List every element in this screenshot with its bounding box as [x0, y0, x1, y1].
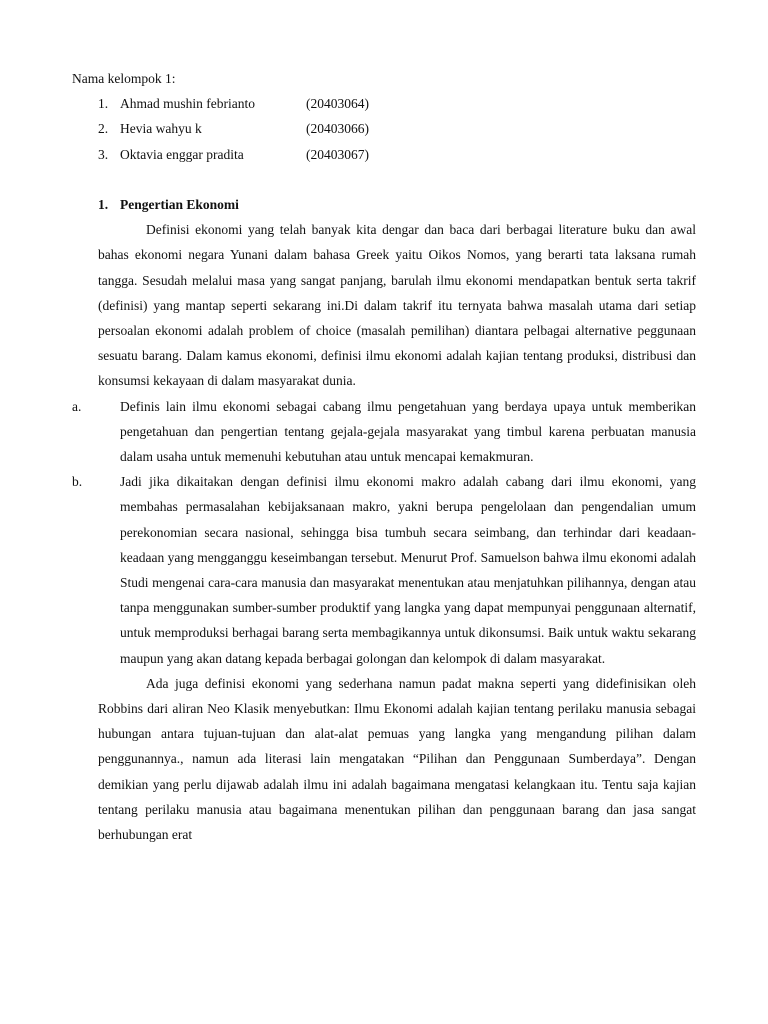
member-name: Oktavia enggar pradita: [120, 146, 244, 162]
paragraph-definition: Definisi ekonomi yang telah banyak kita dengar dan baca dari berbagai literature buku dan awal bahas ekonomi negara Yunani dalam bahasa Greek yaitu Oikos Nomos, yang berarti tata laksana rumah tangga. Sesudah melalui masa yang sangat panjang, barulah ilmu ekonomi mendapatkan bentuk serta takrif (definisi) yang mantap seperti sekarang ini.Di dalam takrif itu ternyata bahwa masalah utama dari setiap persoalan ekonomi adalah problem of choice (masalah pemilihan) diantara pelbagai alternative peggunaan sesuatu barang. Dalam kamus ekonomi, definisi ilmu ekonomi adalah kajian tentang produksi, distribusi dan konsumsi kekayaan di dalam masyarakat dunia.: [98, 222, 696, 389]
paragraph-robbins: Ada juga definisi ekonomi yang sederhana namun padat makna seperti yang didefinisikan oleh Robbins dari aliran Neo Klasik menyebutkan: Ilmu Ekonomi adalah kajian tentang perilaku manusia sebagai hubungan antara tujuan-tujuan dan alat-alat pemuas yang langka yang mengandung pilihan dalam penggunannya., namun ada literasi lain mengatakan “Pilihan dan Penggunaan Sumberdaya”. Dengan demikian yang perlu dijawab adalah ilmu ini adalah bagaimana mengatasi kelangkaan itu. Tentu saja kajian tentang perilaku manusia atau bagaimana menentukan pilihan dan penggunaan barang dan jasa sangat berhubungan erat: [98, 675, 696, 842]
section-number: 1.: [98, 196, 109, 212]
list-item-a: [72, 394, 696, 470]
member-list: [72, 91, 696, 167]
section-title: Pengertian Ekonomi: [120, 196, 239, 212]
member-item: [72, 142, 696, 167]
member-nim: (20403067): [306, 146, 369, 162]
member-number: 2.: [98, 121, 109, 137]
list-item-text: Definis lain ilmu ekonomi sebagai cabang ilmu pengetahuan yang berdaya upaya untuk memberikan pengetahuan dan pengertian tentang gejala-gejala masyarakat yang timbul karena perbuatan manusia dalam usaha untuk memenuhi kebutuhan atau untuk mencapai kemakmuran.: [120, 398, 696, 464]
document-body: [72, 66, 696, 847]
list-item-label: a.: [72, 398, 82, 414]
spacer: [72, 167, 696, 192]
member-nim: (20403066): [306, 121, 369, 137]
member-item: [72, 91, 696, 116]
member-number: 1.: [98, 96, 109, 112]
list-item-b: [72, 469, 696, 671]
group-label: Nama kelompok 1:: [72, 71, 176, 86]
member-number: 3.: [98, 146, 109, 162]
member-item: [72, 116, 696, 141]
list-item-label: b.: [72, 474, 83, 490]
member-nim: (20403064): [306, 96, 369, 112]
list-item-text: Jadi jika dikaitakan dengan definisi ilmu ekonomi makro adalah cabang dari ilmu ekonomi, yang membahas permasalahan kebijaksanaan makro, yakni berupa pengelolaan dan pengendalian umum perekonomian secara nasional, sehingga bisa tumbuh secara seimbang, dan terhindar dari keadaan-keadaan yang mengganggu keseimbangan tersebut. Menurut Prof. Samuelson bahwa ilmu ekonomi adalah Studi mengenai cara-cara manusia dan masyarakat menentukan atau menjatuhkan pilihannya, dengan atau tanpa menggunakan sumber-sumber produktif yang langka yang dapat mempunyai penggunaan alternatif, untuk memproduksi berhagai barang serta membagikannya untuk dikonsumsi. Baik untuk waktu sekarang maupun yang akan datang kepada berbagai golongan dan kelompok di dalam masyarakat.: [120, 474, 696, 666]
member-name: Hevia wahyu k: [120, 121, 202, 137]
member-name: Ahmad mushin febrianto: [120, 96, 255, 112]
section-heading: [72, 192, 696, 217]
